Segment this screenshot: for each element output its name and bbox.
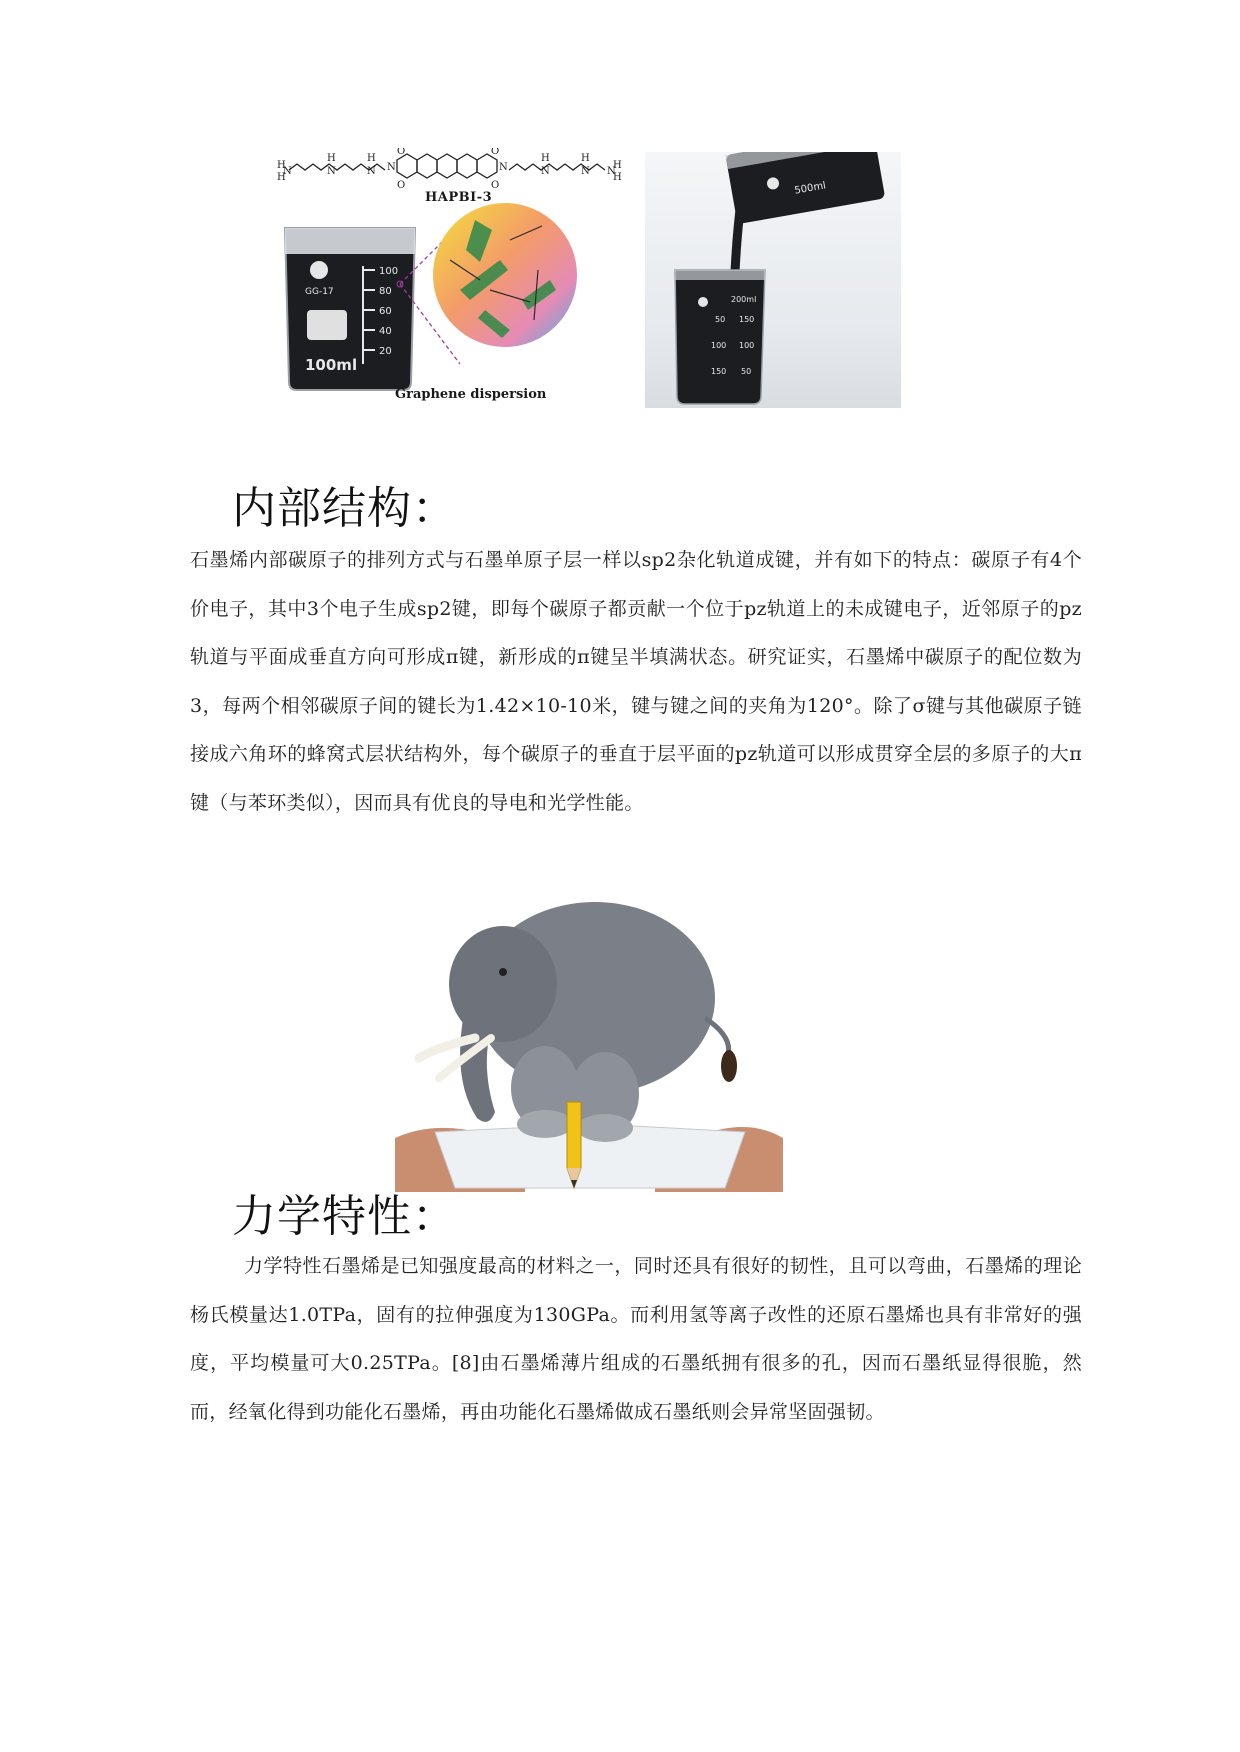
beaker-tick: 100 [739, 341, 755, 350]
graphene-dispersion-figure [275, 148, 897, 408]
svg-text:H: H [613, 160, 622, 171]
svg-text:H: H [581, 153, 590, 164]
pouring-beakers [645, 152, 901, 408]
svg-text:H: H [327, 153, 336, 164]
svg-text:H: H [277, 160, 286, 171]
beaker-tick: 100 [711, 341, 727, 350]
structure-heading: 内部结构： [232, 483, 457, 534]
svg-text:N: N [581, 166, 590, 177]
elephant-on-graphene-illustration [395, 888, 783, 1192]
structure-paragraph: 石墨烯内部碳原子的排列方式与石墨单原子层一样以sp2杂化轨道成键，并有如下的特点：碳原子有4个价电子，其中3个电子生成sp2键，即每个碳原子都贡献一个位于pz轨道上的未成键电子，近邻原子的pz轨道与平面成垂直方向可形成π键，新形成的π键呈半填满状态。研究证实，石墨烯中碳原子的配位数为3，每两个相邻碳原子间的键长为1.42×10-10米，键与键之间的夹角为120°。除了σ键与其他碳原子链接成六角环的蜂窝式层状结构外，每个碳原子的垂直于层平面的pz轨道可以形成贯穿全层的多原子的大π键（与苯环类似），因而具有优良的导电和光学性能。 [190, 549, 1082, 814]
beaker-volume: 500ml [793, 180, 827, 197]
beaker-tick: 20 [379, 346, 392, 357]
hapbi-molecule-structure [275, 148, 637, 188]
svg-text:O: O [491, 148, 500, 157]
svg-text:N: N [387, 162, 396, 173]
beaker-tick: 150 [711, 367, 727, 376]
svg-text:N: N [607, 166, 616, 177]
svg-text:H: H [613, 172, 622, 183]
molecule-label: HAPBI-3 [425, 190, 493, 205]
svg-text:O: O [491, 180, 500, 188]
beaker-tick: 40 [379, 326, 392, 337]
svg-text:H: H [277, 172, 286, 183]
svg-text:H: H [541, 153, 550, 164]
svg-text:H: H [367, 153, 376, 164]
beaker-tick: 50 [741, 367, 752, 376]
beaker-tick: 60 [379, 306, 392, 317]
svg-text:O: O [397, 148, 406, 157]
beaker-brand: GG-17 [305, 287, 334, 297]
dispersion-panel [275, 148, 637, 408]
beaker-tick: 200ml [731, 295, 757, 304]
svg-text:N: N [327, 166, 336, 177]
svg-text:N: N [367, 166, 376, 177]
beaker-volume: 100ml [305, 356, 358, 374]
beaker-tick: 100 [379, 266, 399, 277]
mechanics-paragraph: 力学特性石墨烯是已知强度最高的材料之一，同时还具有很好的韧性，且可以弯曲，石墨烯的理论杨氏模量达1.0TPa，固有的拉伸强度为130GPa。而利用氢等离子改性的还原石墨烯也具有非常好的强度，平均模量可大0.25TPa。[8]由石墨烯薄片组成的石墨纸拥有很多的孔，因而石墨纸显得很脆，然而，经氧化得到功能化石墨烯，再由功能化石墨烯做成石墨纸则会异常坚固强韧。 [190, 1255, 1082, 1423]
beaker-tick: 80 [379, 286, 392, 297]
pouring-dispersion-photo [645, 152, 901, 408]
svg-text:N: N [499, 162, 508, 173]
svg-text:N: N [541, 166, 550, 177]
beaker-tick: 150 [739, 315, 755, 324]
svg-text:N: N [283, 166, 292, 177]
graphene-flakes-zoom [430, 200, 580, 350]
dispersion-label: Graphene dispersion [395, 387, 547, 402]
svg-text:O: O [397, 180, 406, 188]
elephant-pencil-illustration [395, 888, 783, 1192]
beaker-tick: 50 [715, 315, 726, 324]
mechanics-heading: 力学特性： [232, 1191, 457, 1242]
